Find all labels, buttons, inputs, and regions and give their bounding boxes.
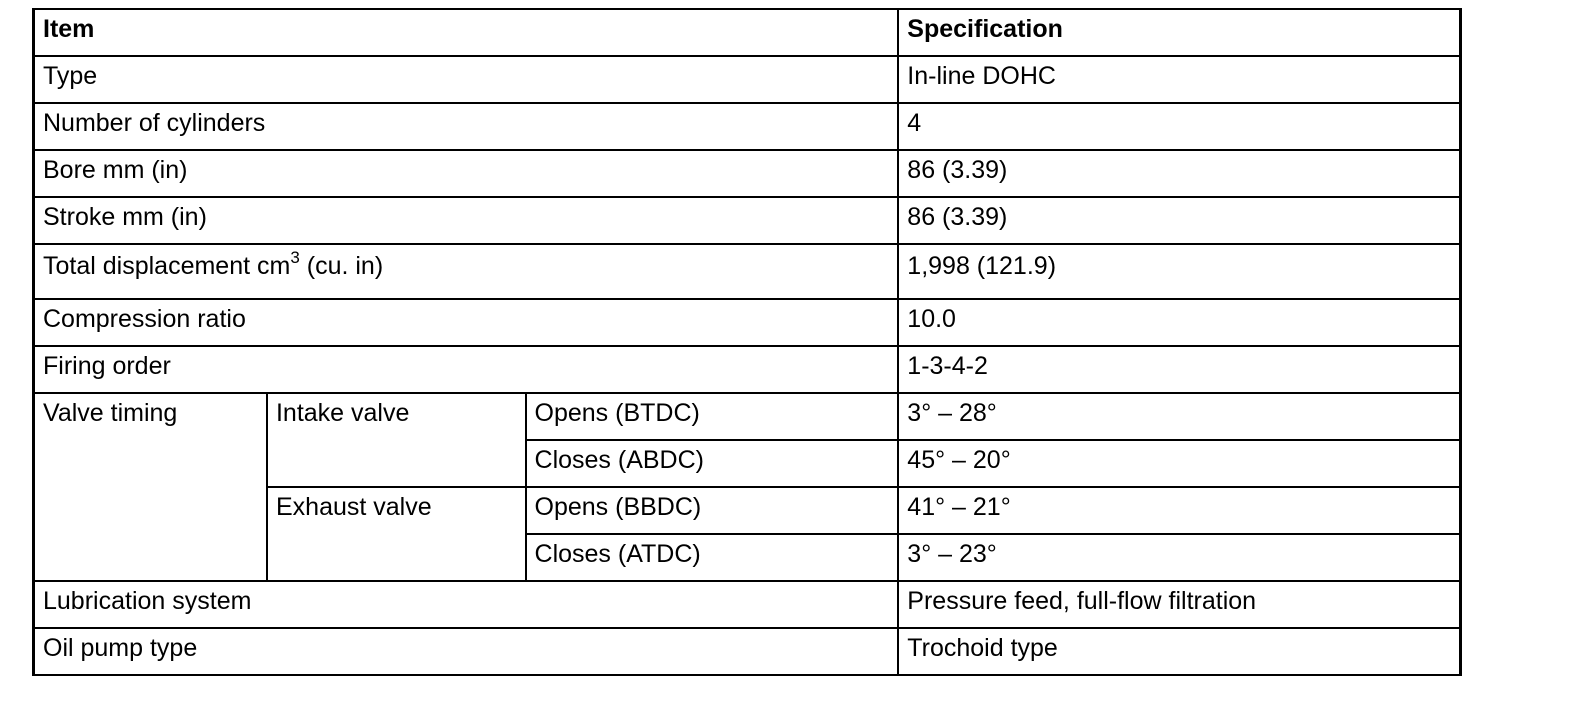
table-row	[34, 581, 1461, 628]
intake-opens-spec: 3° – 28°	[898, 393, 1460, 440]
row-displacement-item	[34, 244, 899, 299]
row-stroke-spec: 86 (3.39)	[898, 197, 1460, 244]
table-row	[34, 393, 1461, 440]
exhaust-valve-label: Exhaust valve	[267, 487, 526, 581]
row-lubrication-item: Lubrication system	[34, 581, 899, 628]
row-oil-pump-item: Oil pump type	[34, 628, 899, 675]
row-type-spec: In-line DOHC	[898, 56, 1460, 103]
table-row	[34, 299, 1461, 346]
row-type-item: Type	[34, 56, 899, 103]
row-bore-spec: 86 (3.39)	[898, 150, 1460, 197]
intake-closes-spec: 45° – 20°	[898, 440, 1460, 487]
table-row	[34, 244, 1461, 299]
table-header-row	[34, 9, 1461, 56]
table-row	[34, 150, 1461, 197]
displacement-superscript: 3	[290, 247, 300, 267]
valve-timing-label: Valve timing	[34, 393, 267, 581]
row-stroke-item: Stroke mm (in)	[34, 197, 899, 244]
exhaust-opens-spec: 41° – 21°	[898, 487, 1460, 534]
row-compression-item: Compression ratio	[34, 299, 899, 346]
row-firing-item: Firing order	[34, 346, 899, 393]
table-row	[34, 197, 1461, 244]
table-row	[34, 628, 1461, 675]
intake-closes-label: Closes (ABDC)	[526, 440, 899, 487]
intake-opens-label: Opens (BTDC)	[526, 393, 899, 440]
row-compression-spec: 10.0	[898, 299, 1460, 346]
row-displacement-spec: 1,998 (121.9)	[898, 244, 1460, 299]
table-row	[34, 56, 1461, 103]
exhaust-closes-label: Closes (ATDC)	[526, 534, 899, 581]
displacement-label: Total displacement cm	[43, 252, 291, 280]
row-firing-spec: 1-3-4-2	[898, 346, 1460, 393]
row-lubrication-spec: Pressure feed, full-flow filtration	[898, 581, 1460, 628]
displacement-unit: (cu. in)	[299, 252, 384, 280]
header-specification: Specification	[898, 9, 1460, 56]
table-row	[34, 103, 1461, 150]
row-bore-item: Bore mm (in)	[34, 150, 899, 197]
row-oil-pump-spec: Trochoid type	[898, 628, 1460, 675]
header-item: Item	[34, 9, 899, 56]
intake-valve-label: Intake valve	[267, 393, 526, 487]
row-cylinders-spec: 4	[898, 103, 1460, 150]
row-cylinders-item: Number of cylinders	[34, 103, 899, 150]
engine-specification-table	[32, 8, 1462, 676]
exhaust-closes-spec: 3° – 23°	[898, 534, 1460, 581]
table-row	[34, 346, 1461, 393]
exhaust-opens-label: Opens (BBDC)	[526, 487, 899, 534]
